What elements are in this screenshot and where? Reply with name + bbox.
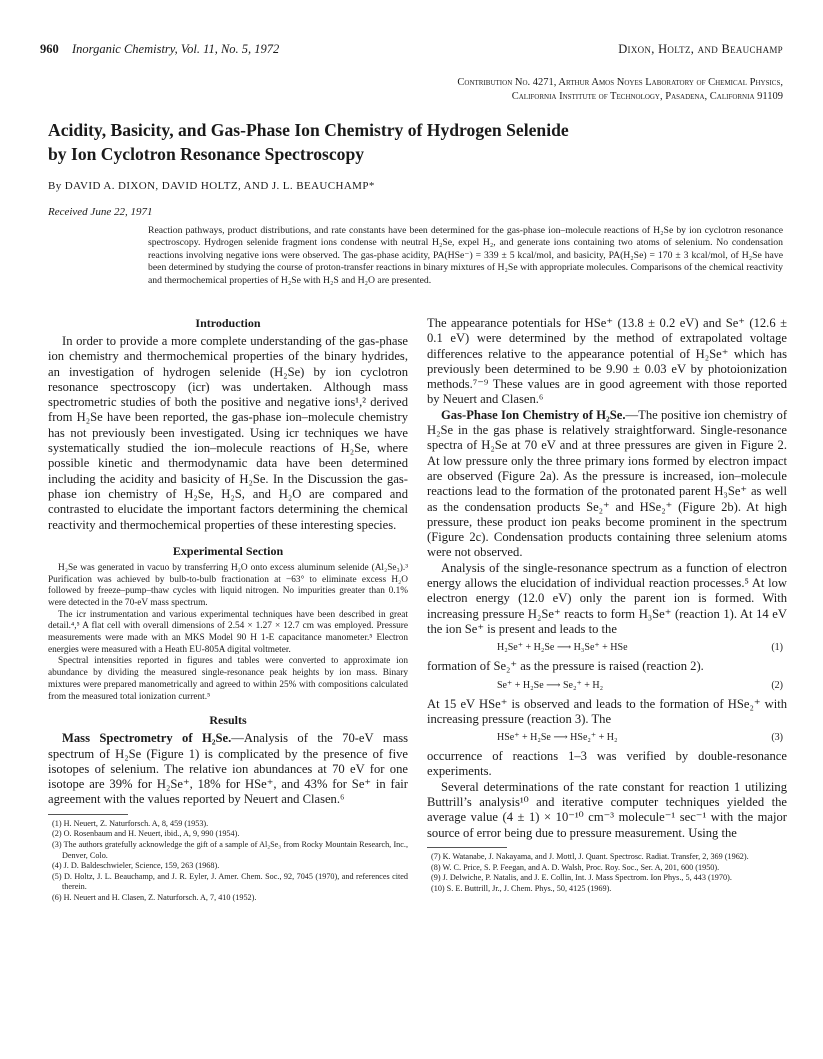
page-number: 960 — [40, 42, 59, 56]
reference-item: (3) The authors gratefully acknowledge the gift of a sample of Al₂Se₃ from Rocky Mountain Research, Inc., Denver, Colo. — [52, 839, 408, 860]
abstract: Reaction pathways, product distributions, and rate constants have been determined for the gas-phase ion–molecule reactions of H₂Se by ion cyclotron resonance spectroscopy. Hydrogen selenide fragment ions condense with neutral H₂Se, expel H₂, and generate ions containing two atoms of selenium. No condensation reactions involving negative ions were observed. The gas-phase acidity, PA(HSe⁻) = 339 ± 5 kcal/mol, and basicity, PA(H₂Se) = 170 ± 3 kcal/mol, of H₂Se have been determined by studying the course of proton-transfer reactions in binary mixtures of H₂Se with appropriate molecules. Comparisons of the chemical reactivity and thermochemical properties of H₂Se with H₂S and H₂O are presented. — [148, 225, 783, 286]
experimental-heading: Experimental Section — [172, 543, 284, 558]
equation-3 — [427, 727, 787, 749]
contribution-note — [313, 76, 783, 104]
equation-3-body: HSe⁺ + H₂Se ⟶ HSe₂⁺ + H₂ — [497, 732, 618, 744]
author-byline: By DAVID A. DIXON, DAVID HOLTZ, AND J. L. BEAUCHAMP* — [48, 180, 375, 192]
references-right — [427, 852, 787, 894]
right-column — [427, 316, 787, 894]
reference-item: (5) D. Holtz, J. L. Beauchamp, and J. R. Eyler, J. Amer. Chem. Soc., 92, 7045 (1970), and references cited therein. — [52, 871, 408, 892]
reference-item: (9) J. Delwiche, P. Natalis, and J. E. Collin, Int. J. Mass Spectrom. Ion Phys., 5, 443 (1970). — [431, 873, 732, 883]
footnote-rule — [48, 814, 128, 815]
equation-2-number: (2) — [771, 679, 783, 691]
reference-item: (4) J. D. Baldeschwieler, Science, 159, 263 (1968). — [52, 861, 220, 871]
analysis-paragraph: Analysis of the single-resonance spectrum as a function of electron energy allows the elucidation of individual reaction processes.⁵ At low electron energy (12.0 eV) only the parent ion is formed. With increasing pressure H₂Se⁺ reacts to form H₃Se⁺ (reaction 1). At 14 eV the ion Se⁺ is present and leads to the — [427, 560, 787, 636]
equation-2-body: Se⁺ + H₂Se ⟶ Se₂⁺ + H₂ — [497, 679, 604, 691]
gas-phase-subheading: Gas-Phase Ion Chemistry of H₂Se. — [441, 407, 626, 422]
reference-item: (2) O. Rosenbaum and H. Neuert, ibid., A, 9, 990 (1954). — [52, 829, 240, 839]
journal-citation: Inorganic Chemistry, Vol. 11, No. 5, 1972 — [72, 42, 280, 56]
results-paragraph — [48, 731, 408, 807]
article-title — [48, 118, 788, 166]
gas-phase-text: —The positive ion chemistry of H₂Se in the gas phase is relatively straightforward. Single-resonance spectra of H₂Se at 70 eV and at three pressures are given in Figure 2. At low pressure only the three primary ions formed by electron impact are observed (Figure 2a). As the pressure is increased, ion–molecule reactions lead to the formation of the protonated parent H₃Se⁺ as well as the condensation products Se₂⁺ and HSe₂⁺ (Figure 2b). At high pressure, these product ion peaks become prominent in the spectrum (Figure 2c). Condensation products containing three selenium atoms were not observed. — [427, 407, 788, 560]
reaction-2-text: formation of Se₂⁺ as the pressure is raised (reaction 2). — [427, 659, 704, 674]
experimental-paragraph-2: The icr instrumentation and various experimental techniques have been described in great detail.⁴,⁵ A flat cell with overall dimensions of 2.54 × 1.27 × 12.7 cm was employed. Pressure measurements were made with an MKS Model 90 H 1-E capacitance manometer.⁵ Electron energies were measured with a Heath EU-805A digital voltmeter. — [48, 609, 408, 655]
equation-1-body: H₂Se⁺ + H₂Se ⟶ H₃Se⁺ + HSe — [497, 642, 628, 654]
title-line-2: by Ion Cyclotron Resonance Spectroscopy — [48, 144, 365, 164]
reference-item: (1) H. Neuert, Z. Naturforsch. A, 8, 459 (1953). — [52, 818, 209, 828]
contribution-line-2: California Institute of Technology, Pasadena, California 91109 — [511, 91, 783, 102]
left-column — [48, 316, 408, 904]
results-subheading: Mass Spectrometry of H₂Se. — [62, 731, 232, 746]
introduction-heading: Introduction — [195, 316, 261, 330]
received-date: Received June 22, 1971 — [48, 206, 153, 218]
appearance-potentials-paragraph: The appearance potentials for HSe⁺ (13.8 ± 0.2 eV) and Se⁺ (12.6 ± 0.1 eV) were determined by the method of extrapolated voltage differences relative to the appearance potential of H₂Se⁺ which has previously been determined to be 9.90 ± 0.03 eV by photoionization methods.⁷⁻⁹ These values are in good agreement with those reported by Neuert and Clasen.⁶ — [427, 316, 787, 407]
reaction-3-text: At 15 eV HSe⁺ is observed and leads to the formation of HSe₂⁺ with increasing pressure (reaction 3). The — [427, 696, 787, 726]
results-heading: Results — [209, 713, 247, 728]
running-authors: Dixon, Holtz, and Beauchamp — [618, 42, 783, 56]
reference-item: (7) K. Watanabe, J. Nakayama, and J. Mottl, J. Quant. Spectrosc. Radiat. Transfer, 2, 369 (1962). — [431, 851, 749, 861]
footnote-rule — [427, 847, 507, 848]
equation-2 — [427, 675, 787, 697]
results-text: —Analysis of the 70-eV mass spectrum of H₂Se (Figure 1) is complicated by the presence of five isotopes of selenium. The relative ion abundances at 70 eV for one isotope are 39% for H₂Se⁺, 18% for HSe⁺, and 43% for Se⁺ in fair agreement with the values reported by Neuert and Clasen.⁶ — [48, 731, 409, 807]
rate-constant-paragraph: Several determinations of the rate constant for reaction 1 utilizing Buttrill’s analysis¹⁰ and iterative computer techniques yielded the average value (4 ± 1) × 10⁻¹⁰ cm⁻³ molecule⁻¹ sec⁻¹ with the major source of error being due to pressure measurement. Using the — [427, 779, 787, 840]
reference-item: (8) W. C. Price, S. P. Feegan, and A. D. Walsh, Proc. Roy. Soc., Ser. A, 201, 600 (1950). — [431, 862, 720, 872]
contribution-line-1: Contribution No. 4271, Arthur Amos Noyes Laboratory of Chemical Physics, — [457, 77, 783, 88]
equation-1 — [427, 637, 787, 659]
experimental-paragraph-3: Spectral intensities reported in figures and tables were converted to approximate ion abundance by dividing the measured single-resonance peak heights by ion mass. Binary mixtures were prepared manometrically and agreed to within 25% with compositions calculated from the measured total ionization current.⁵ — [48, 656, 408, 702]
title-line-1: Acidity, Basicity, and Gas-Phase Ion Chemistry of Hydrogen Selenide — [48, 120, 569, 140]
double-resonance-text: occurrence of reactions 1–3 was verified by double-resonance experiments. — [427, 749, 787, 779]
gas-phase-paragraph — [427, 408, 787, 561]
equation-1-number: (1) — [771, 642, 783, 654]
reference-item: (6) H. Neuert and H. Clasen, Z. Naturforsch. A, 7, 410 (1952). — [52, 892, 257, 902]
reference-item: (10) S. E. Buttrill, Jr., J. Chem. Phys., 50, 4125 (1969). — [431, 883, 612, 893]
introduction-text: In order to provide a more complete understanding of the gas-phase ion chemistry and thermochemical properties of the binary hydrides, an investigation of hydrogen selenide (H₂Se) by ion cyclotron resonance spectroscopy (icr) was undertaken. Although mass spectrometric studies of both the positive and negative ions¹,² derived from H₂Se have been reported, the gas-phase ion–molecule chemistry has not previously been investigated. Using icr techniques we have systematically studied the ion–molecule reactions of H₂Se, where possible kinetic and thermodynamic data have been determined including the acidity and basicity of H₂Se. In the Discussion the gas-phase ion chemistry of H₂Se, H₂S, and H₂O are compared and contrasted to elucidate the important factors determining the chemical reactivity and thermochemical properties of these interesting species. — [48, 334, 408, 532]
experimental-paragraph-1: H₂Se was generated in vacuo by transferring H₂O onto excess aluminum selenide (Al₂Se₃).³ Purification was achieved by bulb-to-bulb fractionation at −63° to eliminate excess H₂O followed by freeze–pump–thaw cycles with liquid nitrogen. No impurities greater than 0.1% were detected in the 70-eV mass spectrum. — [48, 562, 408, 608]
equation-3-number: (3) — [771, 732, 783, 744]
references-left — [48, 819, 408, 904]
